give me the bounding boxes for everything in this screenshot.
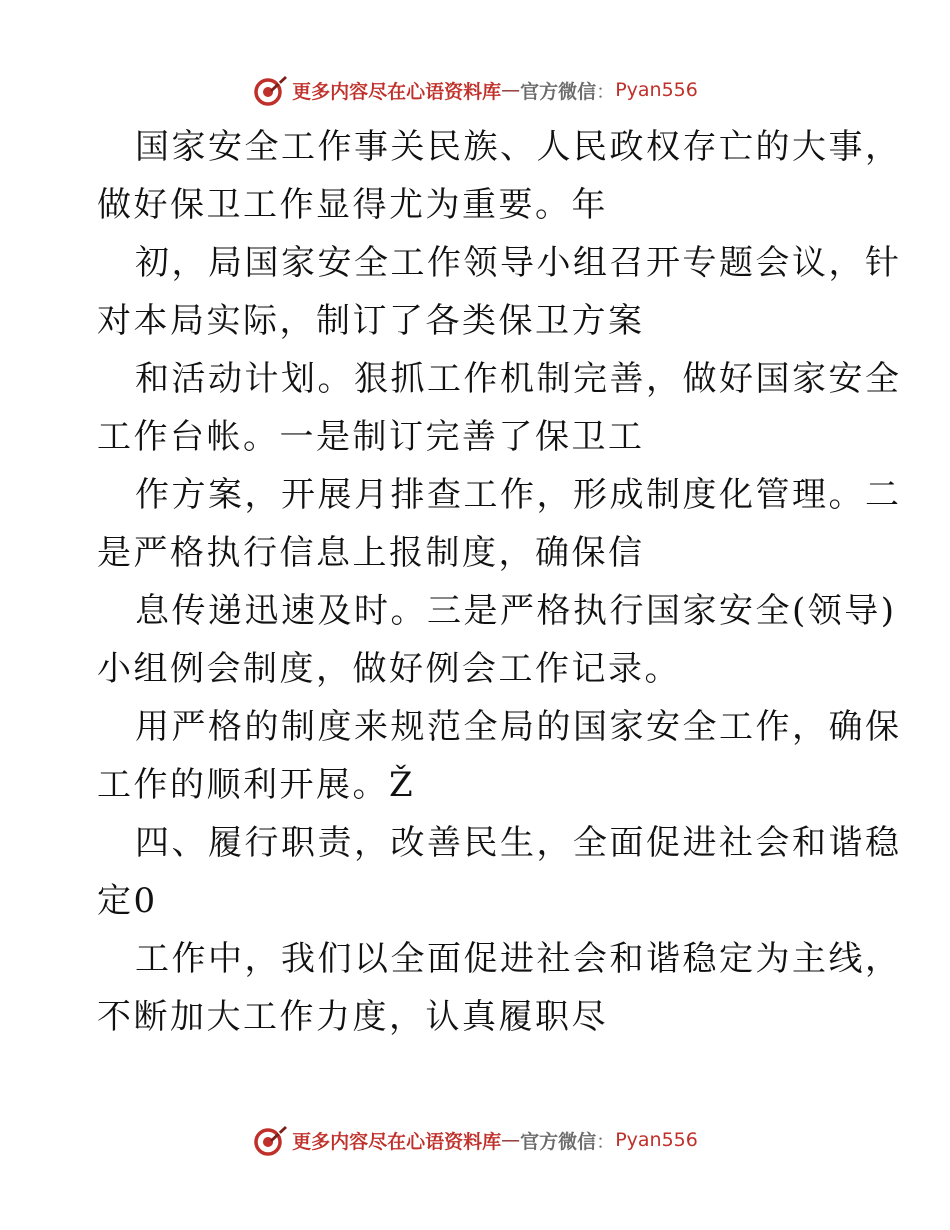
paragraph-line: 不断加大工作力度，认真履职尽 (97, 997, 608, 1037)
brush-logo-icon (252, 1122, 288, 1158)
paragraph (97, 814, 902, 930)
paragraph-line: 定0 (97, 881, 158, 921)
paragraph-line: 国家安全工作事关民族、人民政权存亡的大事， (135, 127, 902, 167)
brush-logo-icon (252, 72, 288, 108)
paragraph-line: 小组例会制度，做好例会工作记录。 (97, 649, 681, 689)
footer-watermark (0, 1120, 950, 1160)
banner-library-text: 更多内容尽在心语资料库 (292, 1130, 502, 1153)
paragraph-line: 对本局实际，制订了各类保卫方案 (97, 301, 645, 341)
paragraph-line: 工作台帐。一是制订完善了保卫工 (97, 417, 645, 457)
banner-dash: — (501, 79, 521, 101)
header-watermark (0, 70, 950, 110)
banner-colon: ： (596, 1130, 616, 1153)
paragraph-line: 初，局国家安全工作领导小组召开专题会议，针 (135, 243, 902, 283)
paragraph-line: 用严格的制度来规范全局的国家安全工作，确保 (135, 707, 902, 747)
banner-wechat-label: 官方微信 (520, 80, 597, 103)
paragraph-line: 作方案，开展月排查工作，形成制度化管理。二 (135, 475, 902, 515)
paragraph (97, 466, 902, 582)
paragraph (97, 582, 897, 698)
banner-wechat-id: Pyan556 (615, 1129, 698, 1151)
paragraph (97, 698, 902, 814)
paragraph-line: 做好保卫工作显得尤为重要。年 (97, 185, 608, 225)
paragraph (97, 930, 902, 1046)
document-body (97, 118, 902, 1046)
paragraph-line: 是严格执行信息上报制度，确保信 (97, 533, 645, 573)
paragraph (97, 118, 902, 234)
paragraph-line: 工作中，我们以全面促进社会和谐稳定为主线， (135, 939, 902, 979)
banner-colon: ： (596, 80, 616, 103)
banner-dash: — (501, 1129, 521, 1151)
paragraph-line: 息传递迅速及时。三是严格执行国家安全(领导) (135, 591, 897, 631)
paragraph-line: 四、履行职责，改善民生，全面促进社会和谐稳 (135, 823, 902, 863)
paragraph-line: 工作的顺利开展。Ž (97, 765, 416, 805)
banner-wechat-id: Pyan556 (615, 79, 698, 101)
banner-library-text: 更多内容尽在心语资料库 (292, 80, 502, 103)
paragraph (97, 234, 902, 350)
paragraph-line: 和活动计划。狠抓工作机制完善，做好国家安全 (135, 359, 902, 399)
paragraph (97, 350, 902, 466)
banner-wechat-label: 官方微信 (520, 1130, 597, 1153)
